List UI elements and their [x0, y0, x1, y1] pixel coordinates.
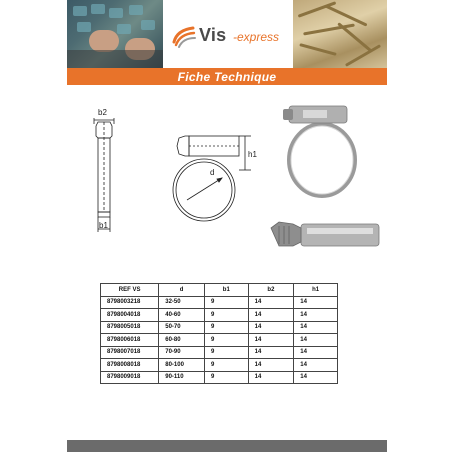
- label-b1: b1: [99, 221, 108, 230]
- table-row: [101, 371, 338, 384]
- cell-d: 90-110: [159, 371, 205, 384]
- cell-b1: 9: [205, 371, 249, 384]
- cell-d: 32-50: [159, 296, 205, 309]
- brand-logo: [171, 22, 291, 52]
- cell-ref: 8798004018: [101, 309, 159, 322]
- cell-b1: 9: [205, 321, 249, 334]
- header: [67, 0, 387, 68]
- header-ref-vs: REF VS: [101, 284, 159, 297]
- cell-b2: 14: [248, 321, 294, 334]
- header-h1: h1: [294, 284, 338, 297]
- cell-b2: 14: [248, 296, 294, 309]
- cell-b2: 14: [248, 346, 294, 359]
- clamp-photo-round-icon: [283, 106, 355, 196]
- cell-b1: 9: [205, 334, 249, 347]
- cell-h1: 14: [294, 321, 338, 334]
- cell-ref: 8798007018: [101, 346, 159, 359]
- clamp-photo-flat-icon: [271, 222, 379, 246]
- cell-b1: 9: [205, 346, 249, 359]
- label-d: d: [210, 168, 215, 177]
- footer-bar: [67, 440, 387, 452]
- cell-d: 60-80: [159, 334, 205, 347]
- label-b2: b2: [98, 108, 107, 117]
- table-row: [101, 334, 338, 347]
- cell-d: 80-100: [159, 359, 205, 372]
- cell-d: 70-90: [159, 346, 205, 359]
- cell-ref: 8798008018: [101, 359, 159, 372]
- brand-name-sub: -express: [233, 30, 280, 44]
- banner-title: Fiche Technique: [177, 69, 277, 84]
- brand-name-main: Vis: [199, 25, 227, 45]
- technical-drawings: [67, 100, 387, 260]
- header-photo-screws: [293, 0, 387, 68]
- cell-h1: 14: [294, 334, 338, 347]
- cell-b2: 14: [248, 359, 294, 372]
- cell-b1: 9: [205, 359, 249, 372]
- label-h1: h1: [248, 150, 257, 159]
- header-d: d: [159, 284, 205, 297]
- table-row: [101, 321, 338, 334]
- table-row: [101, 346, 338, 359]
- cell-ref: 8798006018: [101, 334, 159, 347]
- table-row: [101, 309, 338, 322]
- cell-b2: 14: [248, 371, 294, 384]
- header-b1: b1: [205, 284, 249, 297]
- cell-h1: 14: [294, 346, 338, 359]
- cell-h1: 14: [294, 359, 338, 372]
- header-b2: b2: [248, 284, 294, 297]
- cell-d: 40-60: [159, 309, 205, 322]
- cell-ref: 8798009018: [101, 371, 159, 384]
- header-photo-tools: [67, 0, 163, 68]
- cell-h1: 14: [294, 296, 338, 309]
- cell-b1: 9: [205, 296, 249, 309]
- vis-express-swoosh-logo-icon: [171, 22, 197, 48]
- cell-h1: 14: [294, 309, 338, 322]
- cell-ref: 8798003218: [101, 296, 159, 309]
- cell-ref: 8798005018: [101, 321, 159, 334]
- cell-h1: 14: [294, 371, 338, 384]
- table-row: [101, 296, 338, 309]
- table-header-row: [101, 284, 338, 297]
- specifications-table: [100, 283, 338, 384]
- cell-d: 50-70: [159, 321, 205, 334]
- cell-b2: 14: [248, 309, 294, 322]
- specifications-table-wrapper: [100, 283, 338, 384]
- table-row: [101, 359, 338, 372]
- front-view-drawing-icon: [94, 118, 114, 232]
- cell-b2: 14: [248, 334, 294, 347]
- side-view-drawing-icon: [173, 136, 251, 221]
- title-banner: [67, 68, 387, 85]
- cell-b1: 9: [205, 309, 249, 322]
